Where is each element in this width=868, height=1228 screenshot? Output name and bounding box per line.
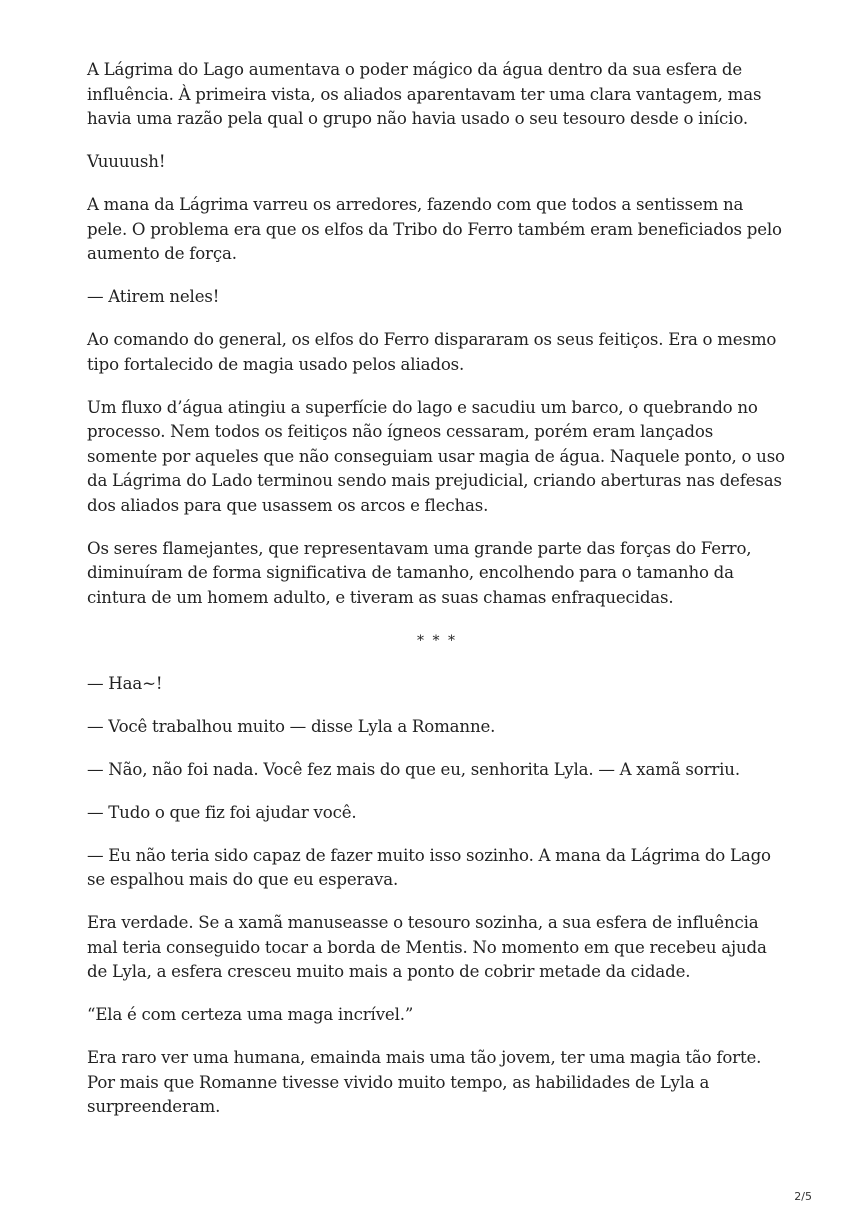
page-number: 2/5 <box>794 1190 812 1203</box>
paragraph: — Tudo o que fiz foi ajudar você. <box>87 802 357 822</box>
section-separator: * * * <box>417 632 457 649</box>
paragraph: Ao comando do general, os elfos do Ferro dispararam os seus feitiços. Era o mesmo tipo fortalecido de magia usado pelos aliados. <box>87 330 777 374</box>
document-page <box>87 58 787 1138</box>
paragraph: — Haa~! <box>87 673 163 693</box>
paragraph: “Ela é com certeza uma maga incrível.” <box>87 1005 414 1024</box>
paragraph: Vuuuush! <box>87 152 166 171</box>
paragraph: A mana da Lágrima varreu os arredores, fazendo com que todos a sentissem na pele. O problema era que os elfos da Tribo do Ferro também eram beneficiados pelo aumento de força. <box>87 195 782 263</box>
paragraph: Os seres flamejantes, que representavam uma grande parte das forças do Ferro, diminuíram de forma significativa de tamanho, encolhendo para o tamanho da cintura de um homem adulto, e tiveram as suas chamas enfraquecidas. <box>87 538 752 607</box>
paragraph: — Atirem neles! <box>87 287 220 306</box>
paragraph: Era raro ver uma humana, emainda mais uma tão jovem, ter uma magia tão forte. Por mais que Romanne tivesse vivido muito tempo, as habilidades de Lyla a surpreenderam. <box>87 1048 762 1116</box>
paragraph: — Eu não teria sido capaz de fazer muito isso sozinho. A mana da Lágrima do Lago se espalhou mais do que eu esperava. <box>87 845 771 889</box>
paragraph: Um fluxo d’água atingiu a superfície do lago e sacudiu um barco, o quebrando no processo. Nem todos os feitiços não ígneos cessaram, porém eram lançados somente por aqueles que não conseguiam usar magia de água. Naquele ponto, o uso da Lágrima do Lado terminou sendo mais prejudicial, criando aberturas nas defesas dos aliados para que usassem os arcos e flechas. <box>87 397 785 515</box>
paragraph: Era verdade. Se a xamã manuseasse o tesouro sozinha, a sua esfera de influência mal teria conseguido tocar a borda de Mentis. No momento em que recebeu ajuda de Lyla, a esfera cresceu muito mais a ponto de cobrir metade da cidade. <box>87 913 767 981</box>
paragraph: — Você trabalhou muito — disse Lyla a Romanne. <box>87 716 496 736</box>
paragraph: — Não, não foi nada. Você fez mais do que eu, senhorita Lyla. — A xamã sorriu. <box>87 759 740 779</box>
paragraph: A Lágrima do Lago aumentava o poder mágico da água dentro da sua esfera de influência. À primeira vista, os aliados aparentavam ter uma clara vantagem, mas havia uma razão pela qual o grupo não havia usado o seu tesouro desde o início. <box>87 60 762 128</box>
